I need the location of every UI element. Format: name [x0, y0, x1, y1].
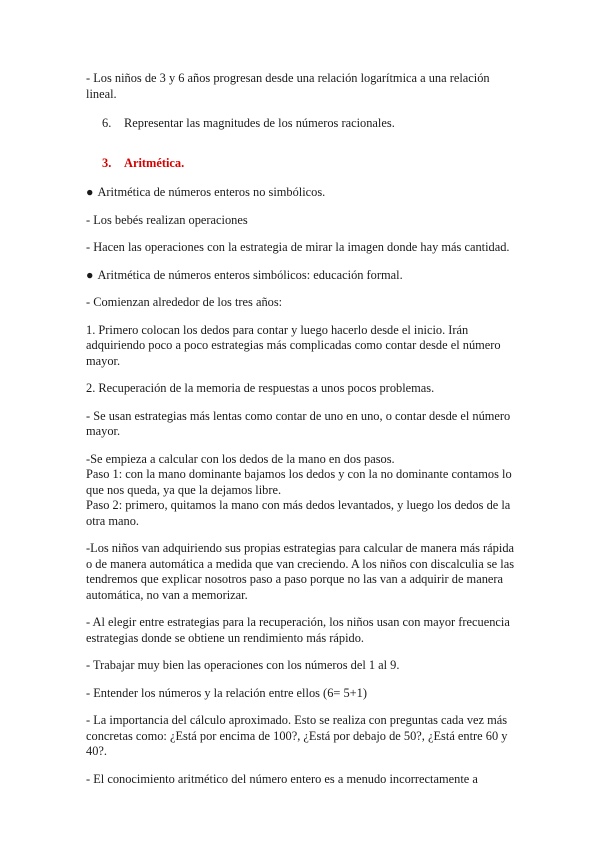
paragraph: - Comienzan alrededor de los tres años:: [86, 295, 283, 309]
paragraph: - La importancia del cálculo aproximado. Esto se realiza con preguntas cada vez más concretas como: ¿Está por encima de 100?, ¿Está por debajo de 50?, ¿Está entre 60 y 40?.: [86, 713, 508, 758]
bullet-icon: ●: [86, 267, 94, 282]
list-item-6: [86, 116, 516, 132]
bullet-icon: ●: [86, 185, 94, 199]
paragraph: - Los bebés realizan operaciones: [86, 212, 248, 227]
section-heading: [86, 156, 516, 172]
paragraph: 1. Primero colocan los dedos para contar y luego hacerlo desde el inicio. Irán adquiriendo poco a poco estrategias más complicadas como contar desde el número mayor.: [86, 322, 501, 368]
section-title: Aritmética.: [124, 155, 185, 170]
steps-intro: -Se empieza a calcular con los dedos de la mano en dos pasos.: [86, 451, 395, 466]
paragraph: [86, 268, 516, 284]
paragraph: - Trabajar muy bien las operaciones con los números del 1 al 9.: [86, 658, 400, 672]
paragraph: - Se usan estrategias más lentas como contar de uno en uno, o contar desde el número mayor.: [86, 408, 511, 438]
paragraph: - Entender los números y la relación entre ellos (6= 5+1): [86, 685, 367, 700]
list-item-text: Representar las magnitudes de los números racionales.: [124, 116, 395, 130]
paragraph: [86, 185, 516, 201]
intro-paragraph: - Los niños de 3 y 6 años progresan desde una relación logarítmica a una relación lineal.: [86, 71, 490, 101]
paragraph-text: Aritmética de números enteros simbólicos: educación formal.: [97, 267, 403, 282]
section-number: 3.: [102, 155, 112, 170]
paragraph: - El conocimiento aritmético del número entero es a menudo incorrectamente a: [86, 771, 478, 786]
paragraph: 2. Recuperación de la memoria de respuestas a unos pocos problemas.: [86, 381, 435, 395]
step-1: Paso 1: con la mano dominante bajamos los dedos y con la no dominante contamos lo que nos queda, ya que la dejamos libre.: [86, 467, 512, 497]
paragraph: - Hacen las operaciones con la estrategia de mirar la imagen donde hay más cantidad.: [86, 240, 510, 254]
paragraph-text: Aritmética de números enteros no simbólicos.: [97, 185, 326, 199]
step-2: Paso 2: primero, quitamos la mano con más dedos levantados, y luego los dedos de la otra mano.: [86, 498, 511, 528]
paragraph: - Al elegir entre estrategias para la recuperación, los niños usan con mayor frecuencia estrategias donde se obtiene un rendimiento más rápido.: [86, 615, 510, 645]
paragraph: -Los niños van adquiriendo sus propias estrategias para calcular de manera más rápida o de manera automática a medida que van creciendo. A los niños con discalculia se las tendremos que explicar nosotros paso a paso porque no las van a adquirir de manera automática, no van a memorizar.: [86, 541, 515, 602]
list-item-number: 6.: [102, 116, 112, 130]
